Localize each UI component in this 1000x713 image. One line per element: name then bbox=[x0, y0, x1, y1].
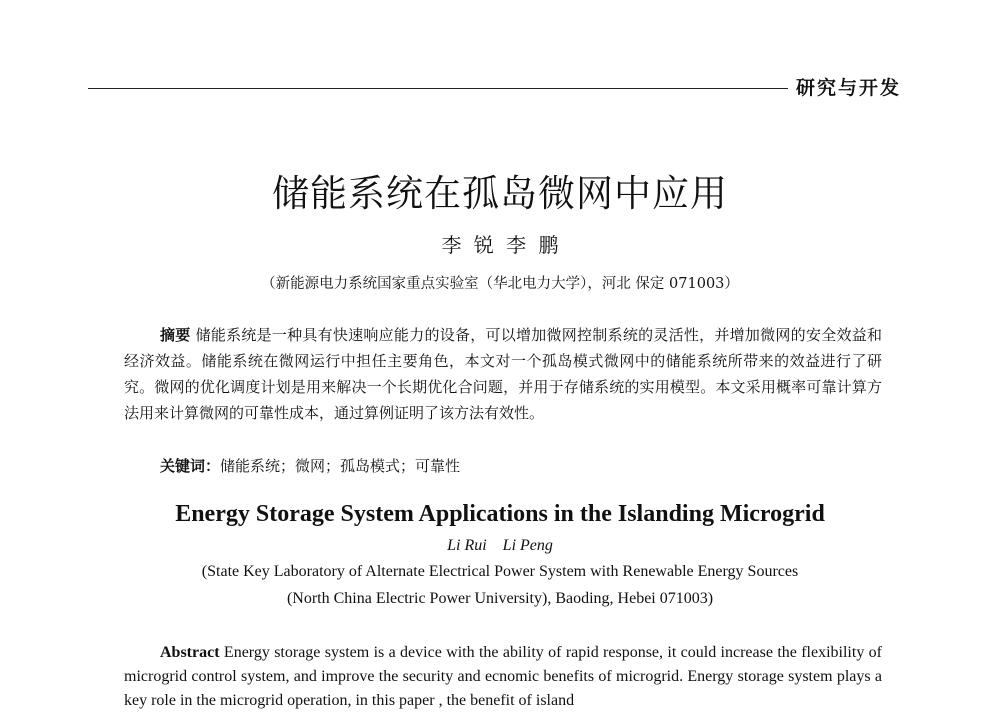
english-affiliation-line1: (State Key Laboratory of Alternate Electrical Power System with Renewable Energy Sources bbox=[201, 563, 799, 580]
header-rule bbox=[88, 88, 788, 89]
chinese-abstract-label: 摘要 bbox=[160, 326, 191, 344]
chinese-keywords bbox=[160, 453, 882, 479]
chinese-title: 储能系统在孤岛微网中应用 bbox=[272, 172, 728, 215]
english-abstract-text: Energy storage system is a device with the ability of rapid response, it could increase the flexibility of microgrid control system, and improve the security and ecnomic benefits of microgrid. Energy storage system plays a key role in the microgrid operation, in this paper , the benefit of island bbox=[124, 644, 883, 709]
english-abstract bbox=[124, 641, 882, 713]
english-title: Energy Storage System Applications in the Islanding Microgrid bbox=[175, 501, 825, 527]
chinese-keywords-label: 关键词： bbox=[160, 457, 221, 475]
chinese-keywords-text: 储能系统；微网；孤岛模式；可靠性 bbox=[220, 457, 461, 475]
chinese-abstract bbox=[124, 322, 882, 426]
chinese-affiliation: （新能源电力系统国家重点实验室（华北电力大学），河北 保定 071003） bbox=[261, 276, 739, 292]
english-affiliation-line2: (North China Electric Power University), Baoding, Hebei 071003) bbox=[286, 590, 714, 607]
chinese-authors: 李 锐 李 鹏 bbox=[441, 233, 559, 257]
section-label: 研究与开发 bbox=[796, 77, 902, 99]
chinese-abstract-text: 储能系统是一种具有快速响应能力的设备，可以增加微网控制系统的灵活性，并增加微网的安全效益和经济效益。储能系统在微网运行中担任主要角色，本文对一个孤岛模式微网中的储能系统所带来的效益进行了研究。微网的优化调度计划是用来解决一个长期优化合问题，并用于存储系统的实用模型。本文采用概率可靠计算方法用来计算微网的可靠性成本，通过算例证明了该方法有效性。 bbox=[124, 326, 882, 422]
english-authors: Li Rui Li Peng bbox=[447, 537, 553, 554]
english-abstract-label: Abstract bbox=[160, 644, 220, 661]
